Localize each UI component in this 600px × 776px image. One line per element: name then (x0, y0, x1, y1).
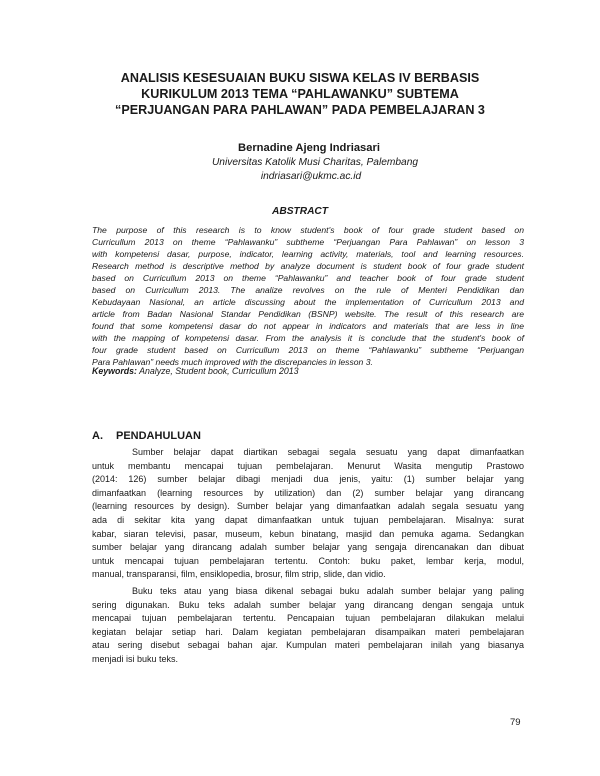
paragraph-line: ada di sekitar kita yang dapat dimanfaatkan untuk tujuan pembelajaran. Misalnya: surat (92, 514, 524, 525)
paragraph-line: (2014: 126) sumber belajar dibagi menjadi dua jenis, yaitu: (1) sumber belajar yang (92, 474, 524, 485)
abstract-line: with the mapping of kompetensi dasar. From the analysis it is conclude that the student's book of (92, 333, 524, 343)
paragraph-line: untuk membantu mencapai tujuan pembelajaran. Menurut Wasita mengutip Prastowo (92, 460, 524, 471)
abstract-line: Kebudayaan Nasional, an article discussing about the implementation of Curricullum 2013 and (92, 297, 524, 307)
paragraph-line: kabar, siaran televisi, pasar, museum, kebun binatang, masjid dan pemuka agama. Sedangkan (92, 528, 524, 539)
paragraph-2 (92, 585, 524, 667)
abstract-line: found that some kompetensi dasar do not appear in indicators and materials that are less in line (92, 321, 524, 331)
author-email: indriasari@ukmc.ac.id (260, 171, 362, 182)
page-number: 79 (510, 717, 521, 728)
paragraph-1 (92, 446, 524, 582)
paragraph-line: Buku teks atau yang biasa dikenal sebagai buku adalah sumber belajar yang paling (132, 586, 524, 596)
paragraph-line: (learning resources by design). Sumber belajar yang dimanfaatkan adalah segala sesuatu yang (92, 501, 524, 512)
paper-title (80, 70, 520, 118)
abstract-heading: ABSTRACT (271, 206, 329, 217)
abstract-line: Para Pahlawan” needs much improved with the discrepancies in lesson 3. (92, 357, 373, 367)
paragraph-line: menjadi isi buku teks. (92, 653, 179, 664)
title-line: KURIKULUM 2013 TEMA “PAHLAWANKU” SUBTEMA (141, 87, 459, 101)
paragraph-line: manual, transparansi, film, ensiklopedia, brosur, film strip, slide, dan vidio. (92, 569, 386, 580)
abstract-line: The purpose of this research is to know student's book of four grade student based on (92, 225, 524, 235)
paragraph-line: dimanfaatkan (learning resources by utilization) dan (2) sumber belajar yang dirancang (92, 487, 524, 498)
paragraph-line: kegiatan belajar setiap hari. Dalam kegiatan pembelajaran disampaikan materi pembelajaran (92, 626, 524, 637)
abstract-line: article from Badan Nasional Standar Pendidikan (BSNP) website. The result of this research are (92, 309, 524, 319)
paragraph-line: atau sering disebut sebagai bahan ajar. Kumpulan materi pembelajaran inilah yang biasanya (92, 640, 524, 651)
abstract-line: Research method is descriptive method by analyze document is student book of four grade student (92, 261, 524, 271)
section-title: PENDAHULUAN (116, 430, 201, 442)
section-heading (92, 430, 201, 442)
title-line: “PERJUANGAN PARA PAHLAWAN” PADA PEMBELAJARAN 3 (115, 103, 485, 117)
paragraph-line: sering digunakan. Buku teks adalah sumber belajar yang dirancang dengan sengaja untuk (92, 599, 524, 610)
paragraph-line: untuk mencapai tujuan pembelajaran tertentu. Contoh: buku paket, lembar kerja, modul, (92, 555, 524, 566)
abstract-line: based on Curricullum 2013 on theme “Pahlawanku” and teacher book of four grade student (92, 273, 524, 283)
author-name: Bernadine Ajeng Indriasari (238, 142, 380, 154)
paragraph-line: sumber belajar yang dirancang adalah sumber belajar yang sengaja direncanakan dan dibuat (92, 542, 524, 553)
abstract-body (92, 224, 524, 368)
abstract-line: with kompetensi dasar, purpose, indicator, learning activity, materials, tool and learning resources. (92, 249, 524, 259)
abstract-line: Curricullum 2013 on theme “Pahlawanku” subtheme “Perjuangan Para Pahlawan” on lesson 3 (92, 237, 524, 247)
paragraph-line: mencapai tujuan pembelajaran tertentu. Pencapaian tujuan pembelajaran dilakukan melalui (92, 613, 524, 624)
abstract-line: four grade student based on Curricullum 2013 on theme “Pahlawanku” subtheme “Perjuangan (92, 345, 524, 355)
paragraph-line: Sumber belajar dapat diartikan sebagai segala sesuatu yang dapat dimanfaatkan (132, 447, 524, 457)
abstract-line: based on Curricullum 2013. The analize revolves on the rule of Menteri Pendidikan dan (92, 285, 524, 295)
title-line: ANALISIS KESESUAIAN BUKU SISWA KELAS IV BERBASIS (120, 71, 480, 85)
keywords-label: Keywords: (92, 366, 137, 376)
section-number: A. (92, 430, 103, 442)
author-affiliation: Universitas Katolik Musi Charitas, Palembang (211, 157, 419, 168)
keywords-text: Analyze, Student book, Curricullum 2013 (136, 366, 299, 376)
keywords (92, 366, 299, 376)
